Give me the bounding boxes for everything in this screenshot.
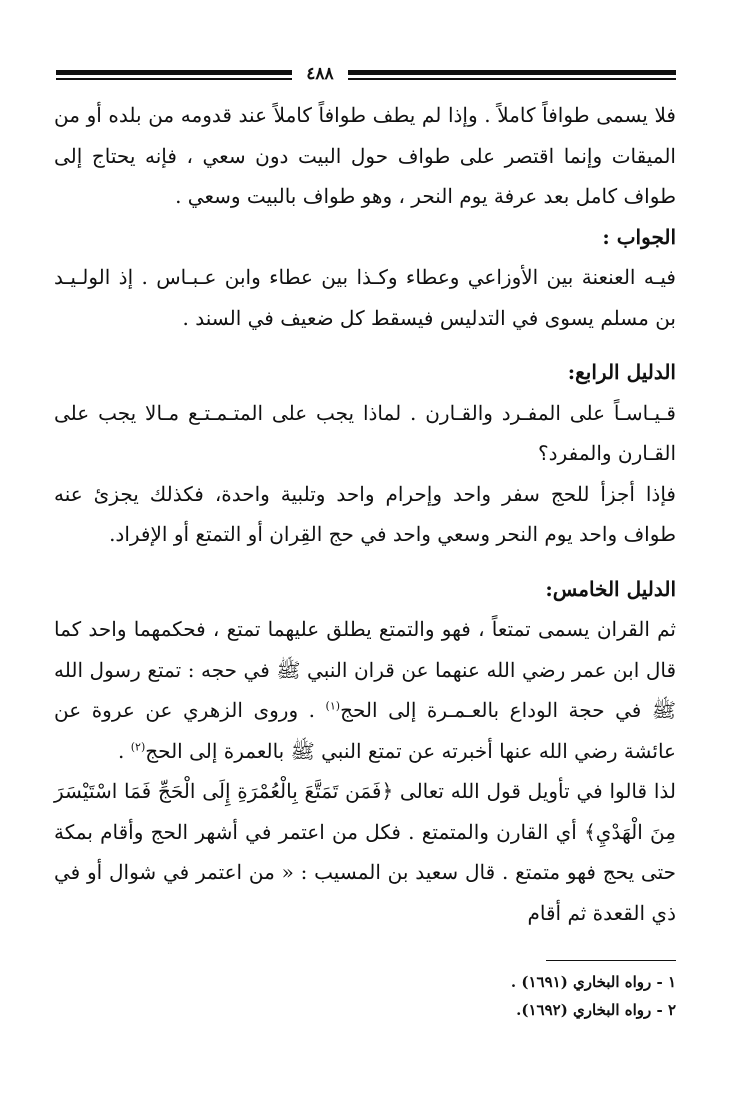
intro-paragraph: فلا يسمى طوافاً كاملاً . وإذا لم يطف طوافاً كاملاً عند قدومه من بلده أو من الميقات وإنما اقتصر على طواف حول البيت دون سعي ، فإنه يحتاج إلى طواف كامل بعد عرفة يوم النحر ، وهو طواف بالبيت وسعي . xyxy=(54,103,676,208)
footnote-ref-1[interactable]: (١) xyxy=(325,699,341,713)
fifth-evidence-paragraph-2: لذا قالوا في تأويل قول الله تعالى ﴿فَمَن تَمَتَّعَ بِالْعُمْرَةِ إِلَى الْحَجِّ فَمَا اسْتَيْسَرَ مِنَ الْهَدْيِ﴾ أي القارن والمتمتع . فكل من اعتمر في أشهر الحج وأقام بمكة حتى يحج فهو متمتع . قال سعيد بن المسيب : « من اعتمر في شوال أو في ذي القعدة ثم أقام xyxy=(54,779,676,925)
footnote-separator xyxy=(546,960,676,961)
footnote-2: ٢ - رواه البخاري (١٦٩٢). xyxy=(516,1001,676,1019)
fifth-evidence-heading: الدليل الخامس: xyxy=(545,576,676,601)
fifth-text-part-c: . xyxy=(118,738,131,763)
footnotes xyxy=(176,968,676,1024)
page-body xyxy=(54,95,676,933)
footnote-ref-2[interactable]: (٢) xyxy=(130,739,146,753)
fourth-evidence-heading: الدليل الرابع: xyxy=(567,360,676,384)
page-header xyxy=(56,64,676,84)
fourth-evidence-paragraph-2: فإذا أجزأ للحج سفر واحد وإحرام واحد وتلبية واحدة، فكذلك يجزئ عنه طواف واحد يوم النحر وسعي واحد في حج القِران أو التمتع أو الإفراد. xyxy=(54,481,676,546)
fifth-text-part-a: ثم القران يسمى تمتعاً ، فهو والتمتع يطلق عليهما تمتع ، فحكمهما واحد كما قال ابن عمر رضي الله عنهما عن قران النبي ﷺ في حجه : تمتع رسول الله ﷺ في حجة الوداع بالعـمـرة إلى الحج xyxy=(54,617,677,722)
answer-paragraph: فيـه العنعنة بين الأوزاعي وعطاء وكـذا بين عطاء وابن عـبـاس . إذ الولـيـد بن مسلم يسوى في التدليس فيسقط كل ضعيف في السند . xyxy=(54,265,676,330)
fifth-evidence-paragraph-1 xyxy=(54,609,676,771)
page-number: ٤٨٨ xyxy=(292,64,348,84)
fourth-evidence-paragraph-1: قـيـاسـاً على المفـرد والقـارن . لماذا يجب على المتـمـتـع مـالا يجب على القـارن والمفرد؟ xyxy=(54,400,676,465)
fifth-text-part-b: . وروى الزهري عن عروة عن عائشة رضي الله عنها أخبرته عن تمتع النبي ﷺ بالعمرة إلى الحج xyxy=(54,698,676,763)
footnote-1: ١ - رواه البخاري (١٦٩١) . xyxy=(510,973,676,991)
answer-heading: الجواب : xyxy=(602,224,676,249)
header-rule-thick xyxy=(56,70,676,75)
header-rule-thin xyxy=(56,78,676,80)
